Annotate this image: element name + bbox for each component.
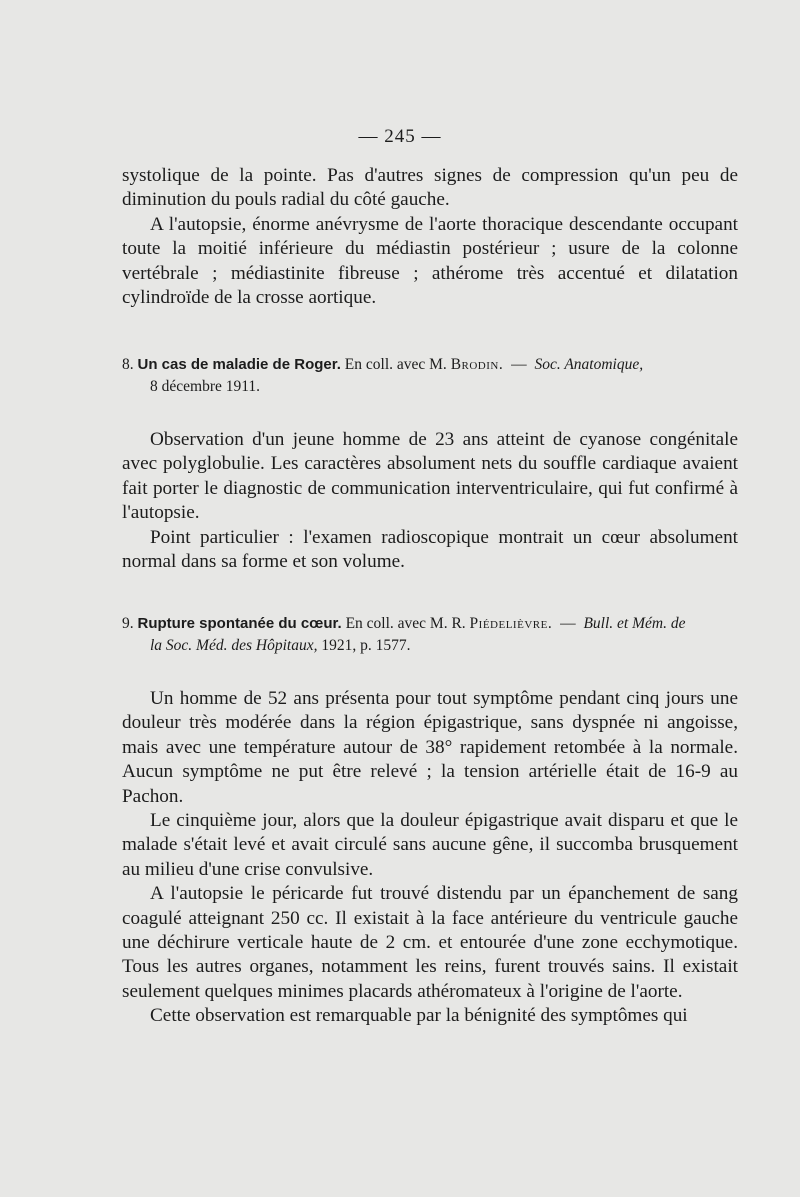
bibliography-entry-8 (122, 354, 738, 398)
bibliography-entry-9 (122, 613, 738, 657)
paragraph: Point particulier : l'examen radioscopique montrait un cœur absolument normal dans sa forme et son volume. (122, 526, 738, 573)
section-8 (122, 428, 738, 574)
paragraph: Un homme de 52 ans présenta pour tout symptôme pendant cinq jours une douleur très modérée dans la région épigastrique, sans dyspnée ni angoisse, mais avec une température autour de 38° rapidement retombée à la normale. Aucun symptôme ne put être relevé ; la tension artérielle était de 16-9 au Pachon. (122, 688, 738, 807)
paragraph: Le cinquième jour, alors que la douleur épigastrique avait disparu et que le malade s'était levé et avait circulé sans aucune gêne, il succomba brusquement au milieu d'une crise convulsive. (122, 810, 738, 880)
entry-journal: Bull. et Mém. de (583, 615, 686, 632)
entry-title: Un cas de maladie de Roger. (137, 356, 341, 373)
entry-author: Piédelièvre. (469, 615, 553, 632)
page-number: — 245 — (358, 126, 442, 147)
entry-author: Brodin. (450, 356, 504, 373)
entry-dash: — (560, 615, 576, 632)
paragraph: A l'autopsie, énorme anévrysme de l'aorte thoracique descendante occupant toute la moitié inférieure du médiastin postérieur ; usure de la colonne vertébrale ; médiastinite fibreuse ; athérome très accentué et dilatation cylindroïde de la crosse aortique. (122, 213, 738, 309)
paragraph: A l'autopsie le péricarde fut trouvé distendu par un épanchement de sang coagulé atteignant 250 cc. Il existait à la face antérieure du ventricule gauche une déchirure verticale haute de 2 cm. et entourée d'une zone ecchymotique. Tous les autres organes, notamment les reins, furent trouvés sains. Il existait seulement quelques minimes placards athéromateux à l'origine de l'aorte. (122, 883, 738, 1002)
entry-date: 8 décembre 1911. (150, 378, 261, 395)
entry-journal-cont: la Soc. Méd. des Hôpitaux, (150, 637, 318, 654)
section-top (122, 164, 738, 310)
entry-number: 8. (122, 356, 134, 373)
paragraph: systolique de la pointe. Pas d'autres signes de compression qu'un peu de diminution du pouls radial du côté gauche. (122, 165, 738, 211)
entry-coll: En coll. avec M. (344, 356, 447, 373)
section-9 (122, 687, 738, 1029)
paragraph: Observation d'un jeune homme de 23 ans atteint de cyanose congénitale avec polyglobulie. Les caractères absolument nets du souffle cardiaque avaient fait porter le diagnostic de communication interventriculaire, qui fut confirmé à l'autopsie. (122, 429, 738, 524)
entry-dash: — (511, 356, 527, 373)
entry-title: Rupture spontanée du cœur. (137, 615, 342, 632)
entry-coll: En coll. avec M. R. (345, 615, 466, 632)
entry-journal: Soc. Anatomique, (534, 356, 644, 373)
entry-number: 9. (122, 615, 134, 632)
paragraph: Cette observation est remarquable par la bénignité des symptômes qui (150, 1005, 688, 1027)
entry-ref: 1921, p. 1577. (321, 637, 411, 654)
